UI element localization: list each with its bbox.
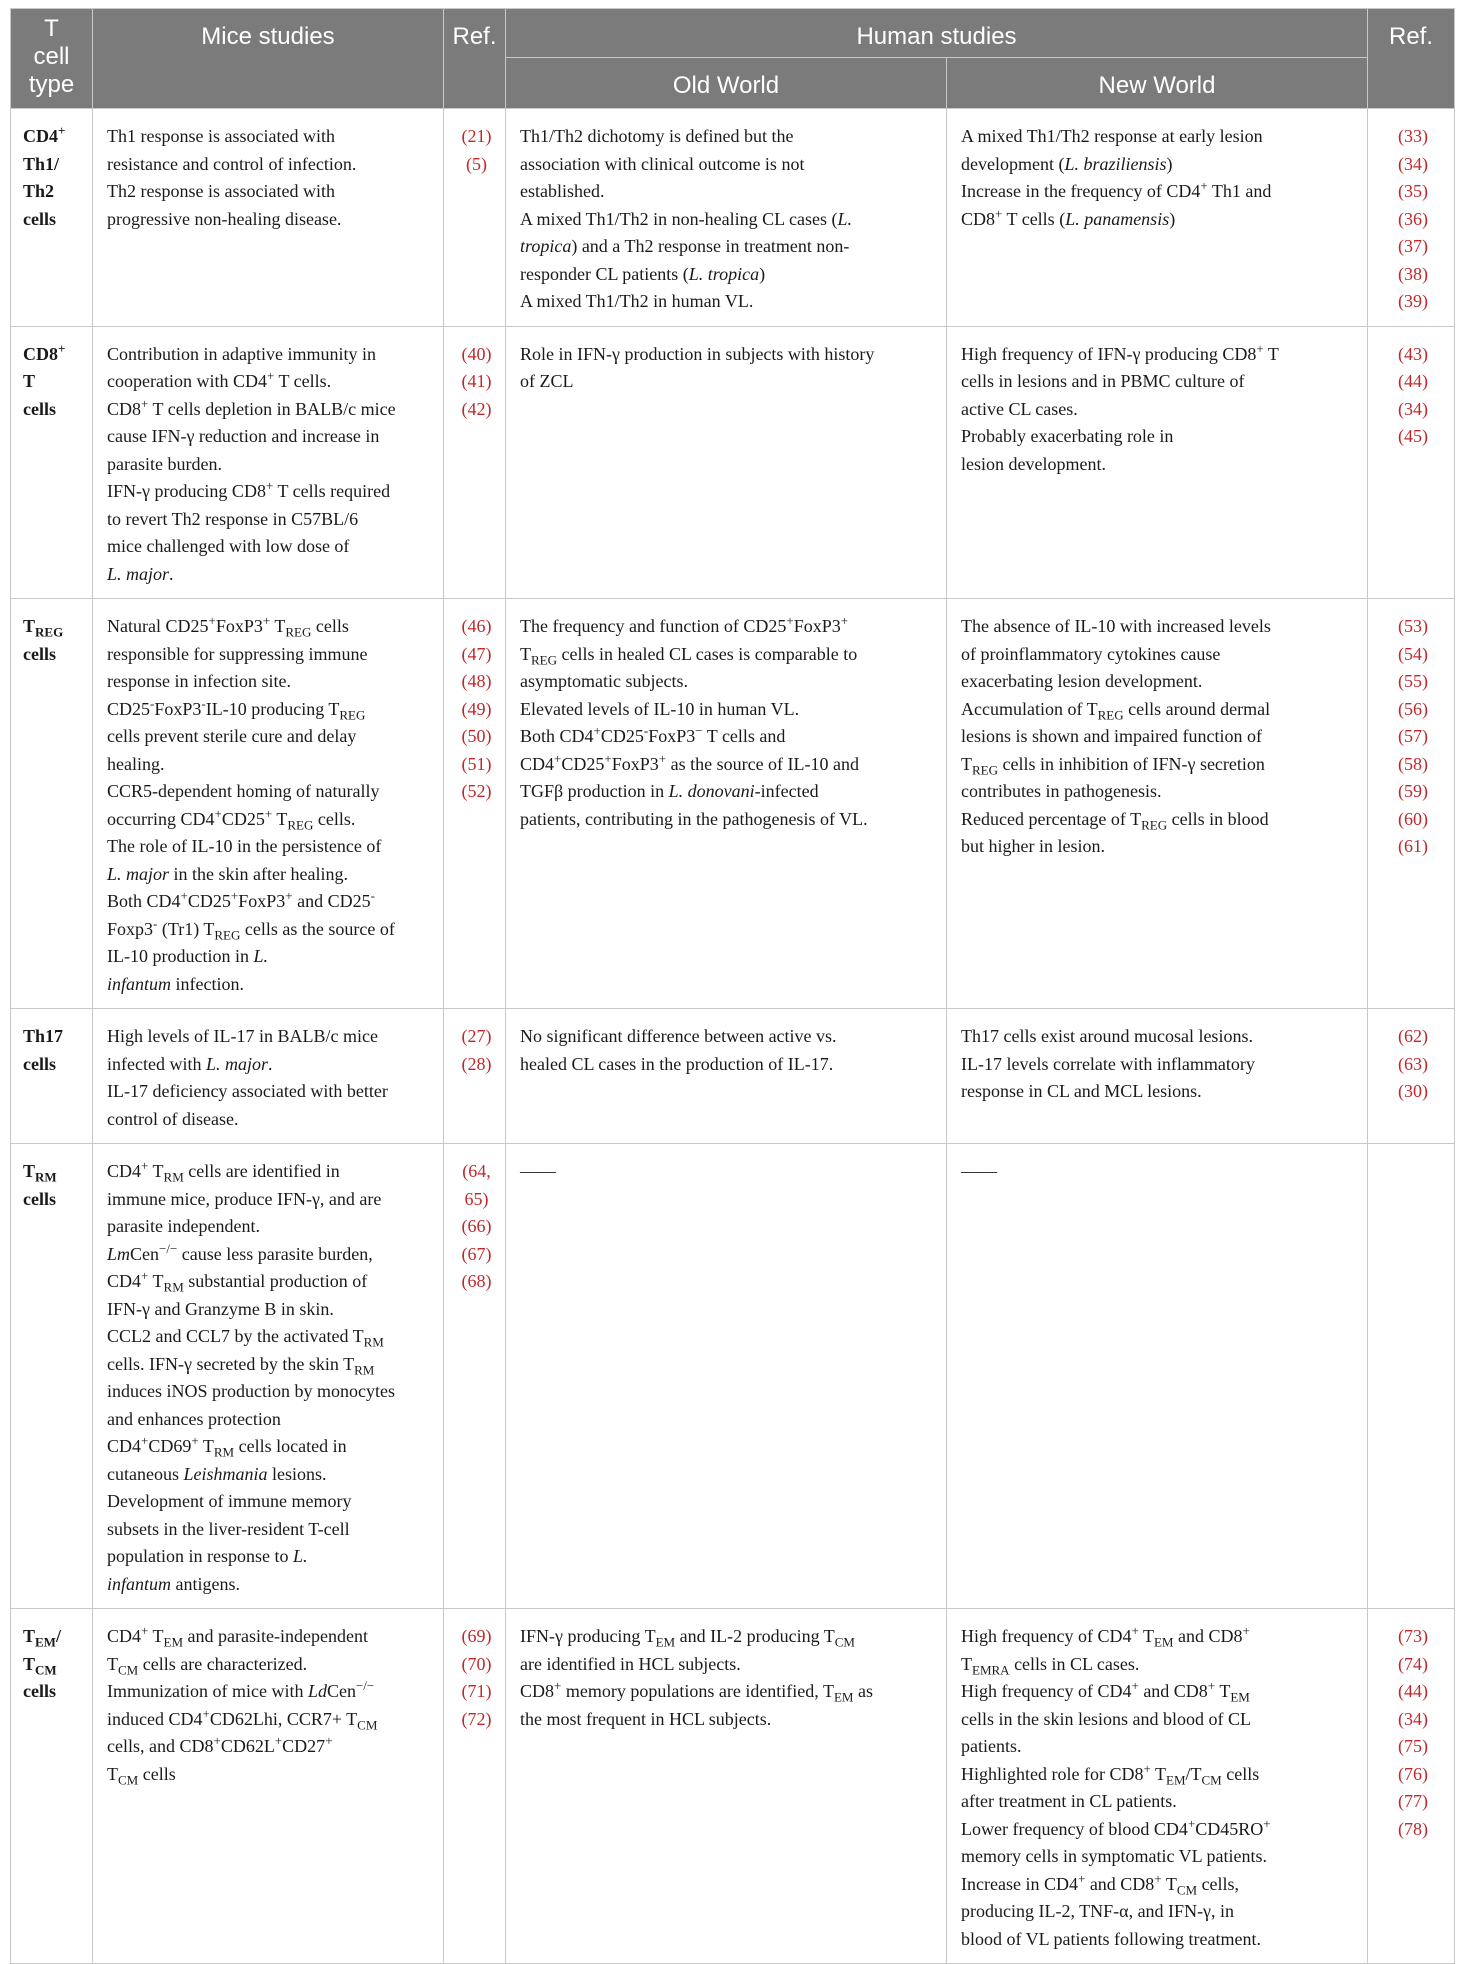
old-world-line: healed CL cases in the production of IL-17. — [520, 1053, 834, 1074]
mice-studies-line: induces iNOS production by monocytes — [107, 1381, 395, 1401]
new-world-line: Lower frequency of blood CD4+CD45RO+ — [961, 1815, 1271, 1839]
old-world-line: CD4+CD25+FoxP3+ as the source of IL-10 and — [520, 750, 860, 774]
ref-link: (34) — [1398, 153, 1429, 174]
new-world-line: producing IL-2, TNF-α, and IFN-γ, in — [961, 1901, 1235, 1921]
old-world-line: the most frequent in HCL subjects. — [520, 1708, 772, 1729]
mice-studies-line: IFN-γ producing CD8+ T cells required — [107, 478, 391, 501]
mice-studies-line: CD4+ $T_{EM}$ and parasite-independent — [107, 1623, 368, 1650]
new-world-line: patients. — [961, 1736, 1022, 1756]
human-ref-cell — [1368, 1609, 1455, 1964]
mice-studies-line: resistance and control of infection. — [107, 153, 357, 174]
new-world-line: Reduced percentage of $T_{REG}$ cells in blood — [961, 808, 1269, 833]
new-world-line: active CL cases. — [961, 398, 1078, 419]
ref-link: (39) — [1398, 291, 1429, 311]
mice-studies-line: CD4+ $T_{RM}$ cells are identified in — [107, 1158, 340, 1185]
new-world-line: $T_{REG}$ cells in inhibition of IFN-γ secretion — [961, 753, 1265, 778]
old-world-line: A mixed Th1/Th2 in human VL. — [520, 291, 754, 311]
mice-studies-line: Both CD4+CD25+FoxP3+ and CD25- — [107, 888, 375, 911]
new-world-line: memory cells in symptomatic VL patients. — [961, 1846, 1267, 1866]
new-world-line: cells in the skin lesions and blood of CL — [961, 1708, 1251, 1729]
mice-studies-line: occurring CD4+CD25+ $T_{REG}$ cells. — [107, 805, 356, 833]
ref-link: (74) — [1398, 1653, 1429, 1674]
new-world-line: $T_{EMRA}$ cells in CL cases. — [961, 1653, 1140, 1678]
mice-studies-line: The role of IL-10 in the persistence of — [107, 836, 382, 856]
new-world-line: exacerbating lesion development. — [961, 671, 1203, 691]
old-world-line: $T_{REG}$ cells in healed CL cases is comparable to — [520, 643, 858, 668]
ref-link: 65) — [464, 1188, 489, 1209]
old-world-line: asymptomatic subjects. — [520, 671, 688, 691]
mice-studies-line: parasite burden. — [107, 453, 222, 474]
new-world-line: Accumulation of $T_{REG}$ cells around dermal — [961, 698, 1271, 723]
ref-link: (44) — [1398, 1681, 1429, 1701]
human-ref-cell — [1368, 109, 1455, 327]
ref-link: (5) — [466, 153, 487, 174]
table-row — [11, 599, 1455, 1009]
old-world-line: IFN-γ producing $T_{EM}$ and IL-2 producing $T_{CM}$ — [520, 1626, 855, 1650]
mice-studies-line: Natural CD25+FoxP3+ $T_{REG}$ cells — [107, 613, 349, 640]
ref-link: (63) — [1398, 1053, 1429, 1074]
t-cell-type-cell: CD8+ T cells — [11, 326, 93, 599]
table-row — [11, 1144, 1455, 1609]
ref-link: (75) — [1398, 1736, 1429, 1756]
new-world-line: CD8+ T cells (L. panamensis) — [961, 205, 1176, 229]
ref-link: (70) — [461, 1653, 492, 1674]
old-world-line: —— — [520, 1161, 556, 1181]
header-mice-ref: Ref. — [444, 9, 506, 109]
ref-link: (78) — [1398, 1818, 1429, 1839]
new-world-cell — [947, 326, 1368, 599]
t-cell-type-cell: $T_{EM}/$ $T_{CM}$ cells — [11, 1609, 93, 1964]
mice-studies-line: L. major. — [107, 563, 174, 584]
header-new-world: New World — [947, 58, 1368, 109]
mice-studies-cell — [93, 1609, 444, 1964]
new-world-line: IL-17 levels correlate with inflammatory — [961, 1053, 1255, 1074]
mice-studies-line: and enhances protection — [107, 1408, 281, 1429]
old-world-cell — [506, 109, 947, 327]
mice-studies-line: infantum antigens. — [107, 1573, 241, 1594]
mice-studies-line: CCL2 and CCL7 by the activated $T_{RM}$ — [107, 1326, 384, 1350]
mice-studies-line: cells prevent sterile cure and delay — [107, 726, 357, 746]
ref-link: (60) — [1398, 808, 1429, 829]
mice-studies-line: CD25-FoxP3-IL-10 producing $T_{REG}$ — [107, 695, 366, 723]
ref-link: (58) — [1398, 753, 1429, 774]
ref-link: (77) — [1398, 1791, 1429, 1811]
mice-studies-line: High levels of IL-17 in BALB/c mice — [107, 1026, 378, 1046]
ref-link: (61) — [1398, 836, 1429, 856]
mice-studies-line: cutaneous Leishmania lesions. — [107, 1463, 327, 1484]
ref-link: (72) — [461, 1708, 492, 1729]
ref-link: (73) — [1398, 1626, 1429, 1646]
new-world-cell — [947, 109, 1368, 327]
mice-studies-line: infected with L. major. — [107, 1053, 273, 1074]
new-world-line: Increase in CD4+ and CD8+ $T_{CM}$ cells, — [961, 1870, 1240, 1898]
ref-link: (53) — [1398, 616, 1429, 636]
new-world-cell — [947, 1009, 1368, 1144]
old-world-line: are identified in HCL subjects. — [520, 1653, 741, 1674]
mice-studies-line: control of disease. — [107, 1108, 239, 1129]
new-world-line: but higher in lesion. — [961, 836, 1105, 856]
new-world-line: blood of VL patients following treatment. — [961, 1928, 1261, 1949]
mice-ref-cell — [444, 109, 506, 327]
ref-link: (76) — [1398, 1763, 1429, 1784]
mice-studies-line: CCR5-dependent homing of naturally — [107, 781, 380, 801]
new-world-line: Th17 cells exist around mucosal lesions. — [961, 1026, 1253, 1046]
ref-link: (68) — [461, 1271, 492, 1291]
ref-link: (54) — [1398, 643, 1429, 664]
ref-link: (64, — [462, 1161, 491, 1181]
mice-studies-line: Th2 response is associated with — [107, 181, 335, 201]
mice-studies-line: immune mice, produce IFN-γ, and are — [107, 1188, 382, 1209]
ref-link: (56) — [1398, 698, 1429, 719]
ref-link: (67) — [461, 1243, 492, 1264]
ref-link: (38) — [1398, 263, 1429, 284]
ref-link: (40) — [461, 343, 492, 364]
ref-link: (37) — [1398, 236, 1429, 256]
human-ref-cell — [1368, 1144, 1455, 1609]
mice-studies-line: Development of immune memory — [107, 1491, 352, 1511]
new-world-line: High frequency of IFN-γ producing CD8+ T — [961, 340, 1279, 364]
ref-link: (69) — [461, 1626, 492, 1646]
mice-ref-cell — [444, 1144, 506, 1609]
ref-link: (36) — [1398, 208, 1429, 229]
ref-link: (41) — [461, 371, 492, 391]
new-world-line: response in CL and MCL lesions. — [961, 1081, 1202, 1101]
mice-studies-line: CD4+ $T_{RM}$ substantial production of — [107, 1268, 368, 1295]
old-world-line: TGFβ production in L. donovani-infected — [520, 781, 819, 801]
header-t-cell-type-line: type — [28, 71, 75, 98]
ref-link: (43) — [1398, 343, 1429, 364]
ref-link: (45) — [1398, 426, 1429, 446]
new-world-line: Highlighted role for CD8+ $T_{EM}/T_{CM}$ cells — [961, 1760, 1260, 1788]
mice-studies-cell — [93, 109, 444, 327]
new-world-line: Increase in the frequency of CD4+ Th1 and — [961, 178, 1272, 201]
mice-studies-line: infantum infection. — [107, 973, 244, 994]
old-world-line: Elevated levels of IL-10 in human VL. — [520, 698, 800, 719]
ref-link: (71) — [461, 1681, 492, 1701]
new-world-line: High frequency of CD4+ $T_{EM}$ and CD8+ — [961, 1623, 1250, 1650]
ref-link: (34) — [1398, 1708, 1429, 1729]
new-world-line: High frequency of CD4+ and CD8+ $T_{EM}$ — [961, 1678, 1250, 1705]
t-cell-type-cell: $T_{REG}$ cells — [11, 599, 93, 1009]
old-world-line: established. — [520, 181, 605, 201]
new-world-line: lesion development. — [961, 453, 1106, 474]
new-world-line: after treatment in CL patients. — [961, 1791, 1177, 1811]
new-world-line: —— — [961, 1161, 997, 1181]
ref-link: (46) — [461, 616, 492, 636]
header-old-world: Old World — [506, 58, 947, 109]
mice-studies-line: response in infection site. — [107, 671, 291, 691]
old-world-cell — [506, 1609, 947, 1964]
table-row — [11, 1009, 1455, 1144]
ref-link: (30) — [1398, 1081, 1429, 1101]
header-row-top — [11, 9, 1455, 58]
mice-studies-line: IFN-γ and Granzyme B in skin. — [107, 1298, 334, 1319]
mice-studies-line: CD8+ T cells depletion in BALB/c mice — [107, 395, 396, 419]
old-world-cell — [506, 599, 947, 1009]
old-world-line: A mixed Th1/Th2 in non-healing CL cases (L. — [520, 208, 852, 229]
header-t-cell-type-line: T — [44, 15, 59, 42]
mice-studies-line: cells, and CD8+CD62L+CD27+ — [107, 1733, 333, 1756]
mice-studies-cell — [93, 326, 444, 599]
new-world-line: development (L. braziliensis) — [961, 153, 1173, 174]
table-body — [11, 109, 1455, 1964]
mice-studies-cell — [93, 1144, 444, 1609]
mice-studies-line: cooperation with CD4+ T cells. — [107, 368, 332, 391]
mice-studies-line: LmCen−/− cause less parasite burden, — [107, 1240, 373, 1264]
old-world-cell — [506, 1009, 947, 1144]
mice-studies-line: $T_{CM}$ cells — [107, 1763, 176, 1788]
human-ref-cell — [1368, 326, 1455, 599]
ref-link: (49) — [461, 698, 492, 719]
mice-studies-line: parasite independent. — [107, 1216, 260, 1236]
mice-studies-line: $T_{CM}$ cells are characterized. — [107, 1653, 308, 1678]
old-world-line: Role in IFN-γ production in subjects with history — [520, 343, 875, 364]
new-world-line: contributes in pathogenesis. — [961, 781, 1162, 801]
mice-studies-line: cause IFN-γ reduction and increase in — [107, 426, 380, 446]
t-cell-type-cell: $T_{RM}$ cells — [11, 1144, 93, 1609]
mice-studies-line: healing. — [107, 753, 165, 774]
old-world-line: Th1/Th2 dichotomy is defined but the — [520, 126, 794, 146]
ref-link: (21) — [461, 126, 492, 146]
ref-link: (59) — [1398, 781, 1429, 801]
old-world-line: of ZCL — [520, 371, 574, 391]
ref-link: (50) — [461, 726, 492, 746]
old-world-cell — [506, 1144, 947, 1609]
ref-link: (47) — [461, 643, 492, 664]
mice-studies-line: CD4+CD69+ $T_{RM}$ cells located in — [107, 1433, 347, 1460]
old-world-line: No significant difference between active vs. — [520, 1026, 837, 1046]
new-world-line: The absence of IL-10 with increased levels — [961, 616, 1271, 636]
new-world-cell — [947, 1609, 1368, 1964]
table-row — [11, 1609, 1455, 1964]
old-world-line: patients, contributing in the pathogenesis of VL. — [520, 808, 868, 829]
old-world-line: CD8+ memory populations are identified, $T_{EM}$ as — [520, 1678, 873, 1705]
new-world-line: A mixed Th1/Th2 response at early lesion — [961, 126, 1263, 146]
old-world-line: responder CL patients (L. tropica) — [520, 263, 766, 284]
human-ref-cell — [1368, 599, 1455, 1009]
mice-ref-cell — [444, 1609, 506, 1964]
t-cell-type-cell: CD4+ Th1/ Th2 cells — [11, 109, 93, 327]
ref-link: (35) — [1398, 181, 1429, 201]
mice-studies-line: Immunization of mice with LdCen−/− — [107, 1678, 375, 1701]
mice-studies-line: Foxp3- (Tr1) $T_{REG}$ cells as the source of — [107, 915, 395, 943]
mice-studies-line: mice challenged with low dose of — [107, 536, 350, 556]
ref-link: (52) — [461, 781, 492, 801]
new-world-cell — [947, 599, 1368, 1009]
mice-ref-cell — [444, 599, 506, 1009]
mice-studies-line: population in response to L. — [107, 1546, 308, 1566]
t-cell-studies-table — [10, 8, 1455, 1964]
ref-link: (48) — [461, 671, 492, 691]
ref-link: (34) — [1398, 398, 1429, 419]
header-mice-studies: Mice studies — [93, 9, 444, 109]
ref-link: (28) — [461, 1053, 492, 1074]
mice-studies-line: L. major in the skin after healing. — [107, 863, 348, 884]
mice-studies-line: Contribution in adaptive immunity in — [107, 343, 376, 364]
new-world-line: Probably exacerbating role in — [961, 426, 1174, 446]
mice-studies-line: cells. IFN-γ secreted by the skin $T_{RM}$ — [107, 1353, 375, 1378]
mice-studies-line: IL-17 deficiency associated with better — [107, 1081, 388, 1101]
header-t-cell-type-line: cell — [33, 43, 70, 70]
old-world-cell — [506, 326, 947, 599]
new-world-line: lesions is shown and impaired function of — [961, 726, 1262, 746]
ref-link: (62) — [1398, 1026, 1429, 1046]
table-row — [11, 109, 1455, 327]
old-world-line: tropica) and a Th2 response in treatment non- — [520, 236, 850, 256]
mice-studies-cell — [93, 599, 444, 1009]
ref-link: (57) — [1398, 726, 1429, 746]
mice-studies-line: Th1 response is associated with — [107, 126, 335, 146]
mice-studies-line: IL-10 production in L. — [107, 946, 268, 966]
mice-studies-line: progressive non-healing disease. — [107, 208, 342, 229]
human-ref-cell — [1368, 1009, 1455, 1144]
mice-studies-cell — [93, 1009, 444, 1144]
mice-ref-cell — [444, 1009, 506, 1144]
header-t-cell-type — [11, 9, 93, 109]
t-cell-type-cell: Th17 cells — [11, 1009, 93, 1144]
header-human-ref: Ref. — [1368, 9, 1455, 109]
mice-studies-line: induced CD4+CD62Lhi, $CCR7+ T_{CM}$ — [107, 1705, 378, 1733]
header-human-studies: Human studies — [506, 9, 1368, 58]
ref-link: (51) — [461, 753, 492, 774]
new-world-line: of proinflammatory cytokines cause — [961, 643, 1221, 664]
ref-link: (27) — [461, 1026, 492, 1046]
mice-studies-line: responsible for suppressing immune — [107, 643, 368, 664]
ref-link: (66) — [461, 1216, 492, 1236]
new-world-cell — [947, 1144, 1368, 1609]
mice-studies-line: to revert Th2 response in C57BL/6 — [107, 508, 359, 529]
ref-link: (55) — [1398, 671, 1429, 691]
new-world-line: cells in lesions and in PBMC culture of — [961, 371, 1245, 391]
ref-link: (33) — [1398, 126, 1429, 146]
mice-studies-line: subsets in the liver-resident T-cell — [107, 1518, 350, 1539]
old-world-line: association with clinical outcome is not — [520, 153, 805, 174]
mice-ref-cell — [444, 326, 506, 599]
old-world-line: Both CD4+CD25-FoxP3− T cells and — [520, 723, 786, 746]
ref-link: (42) — [461, 398, 492, 419]
old-world-line: The frequency and function of CD25+FoxP3+ — [520, 613, 849, 636]
ref-link: (44) — [1398, 371, 1429, 391]
table-row — [11, 326, 1455, 599]
